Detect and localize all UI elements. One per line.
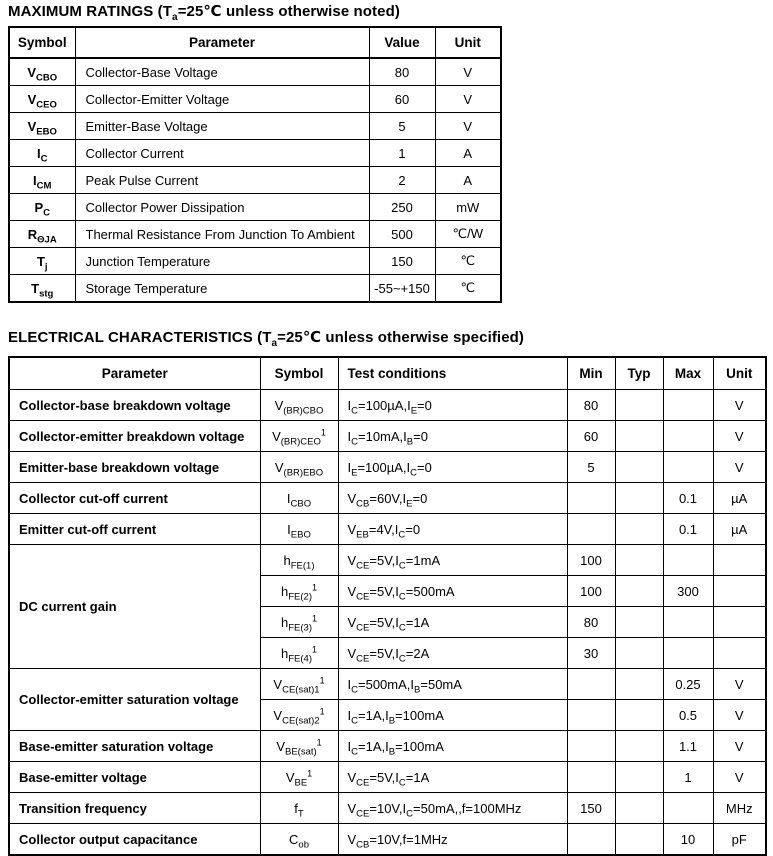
symbol-text: $V_{BE}$ (285, 769, 308, 789)
conditions-cell: $V_{EB}=4V,I_C=0$ (338, 514, 567, 545)
value-cell: 500 (369, 221, 435, 248)
table-row (9, 762, 766, 793)
symbol-cell (260, 793, 338, 824)
unit-cell: ℃/W (435, 221, 501, 248)
parameter-cell: Base-emitter saturation voltage (9, 731, 260, 762)
typ-cell (615, 514, 663, 545)
table-row (9, 194, 501, 221)
value-cell: 2 (369, 167, 435, 194)
symbol-cell: $T_{stg}$ (9, 275, 75, 303)
symbol-cell (260, 421, 338, 452)
typ-cell (615, 793, 663, 824)
table-row (9, 669, 766, 700)
min-cell: 80 (567, 607, 615, 638)
table-row (9, 514, 766, 545)
symbol-text: $f_T$ (294, 800, 304, 820)
typ-cell (615, 731, 663, 762)
unit-cell: pF (713, 824, 766, 856)
min-cell (567, 824, 615, 856)
conditions-cell: $V_{CE}=5V,I_C=2A$ (338, 638, 567, 669)
symbol-cell (260, 514, 338, 545)
max-cell: 1 (663, 762, 713, 793)
value-cell: 1 (369, 140, 435, 167)
table-row (9, 58, 501, 86)
symbol-text: $h_{FE(3)}$ (281, 614, 312, 634)
header-unit: Unit (435, 27, 501, 58)
footnote-marker: 1 (319, 675, 325, 686)
unit-cell: µA (713, 514, 766, 545)
symbol-text: $h_{FE(1)}$ (283, 552, 315, 572)
min-cell: 60 (567, 421, 615, 452)
symbol-text: $V_{CE(sat)2}$ (273, 707, 320, 727)
footnote-marker: 1 (316, 737, 322, 748)
unit-cell: V (713, 390, 766, 421)
header-unit: Unit (713, 357, 766, 390)
max-cell (663, 452, 713, 483)
max-ratings-title: MAXIMUM RATINGS ($T_a=25℃$ unless otherwise noted) (8, 3, 400, 23)
unit-cell: V (713, 762, 766, 793)
unit-cell: ℃ (435, 248, 501, 275)
typ-cell (615, 390, 663, 421)
unit-cell: V (435, 58, 501, 86)
max-cell (663, 421, 713, 452)
header-symbol: Symbol (260, 357, 338, 390)
conditions-cell: $V_{CE}=5V,I_C=1A$ (338, 762, 567, 793)
symbol-text: $I_{EBO}$ (287, 521, 311, 541)
symbol-cell (260, 452, 338, 483)
symbol-text: $V_{(BR)EBO}$ (274, 459, 324, 479)
unit-cell: V (435, 86, 501, 113)
typ-cell (615, 545, 663, 576)
symbol-cell: $V_{CEO}$ (9, 86, 75, 113)
header-symbol: Symbol (9, 27, 75, 58)
min-cell: 30 (567, 638, 615, 669)
symbol-cell (260, 638, 338, 669)
value-cell: 250 (369, 194, 435, 221)
parameter-cell: Base-emitter voltage (9, 762, 260, 793)
value-cell: 80 (369, 58, 435, 86)
symbol-cell (260, 824, 338, 856)
conditions-cell: $V_{CE}=10V,I_C=50mA,,f=100MHz$ (338, 793, 567, 824)
table-row (9, 483, 766, 514)
symbol-text: $C_{ob}$ (289, 831, 309, 851)
min-cell: 150 (567, 793, 615, 824)
max-cell: 10 (663, 824, 713, 856)
max-cell (663, 638, 713, 669)
max-ratings-table (8, 26, 502, 303)
footnote-marker: 1 (307, 768, 313, 779)
unit-cell (713, 638, 766, 669)
unit-cell: A (435, 140, 501, 167)
max-cell (663, 390, 713, 421)
parameter-cell-dc-current-gain: DC current gain (9, 545, 260, 669)
symbol-cell: $I_{CM}$ (9, 167, 75, 194)
parameter-cell: Storage Temperature (75, 275, 369, 303)
header-test-conditions: Test conditions (338, 357, 567, 390)
table-row (9, 452, 766, 483)
table-row (9, 390, 766, 421)
symbol-cell (260, 607, 338, 638)
parameter-cell: Junction Temperature (75, 248, 369, 275)
table-row (9, 731, 766, 762)
parameter-cell: Collector-Emitter Voltage (75, 86, 369, 113)
unit-cell: MHz (713, 793, 766, 824)
table-row (9, 824, 766, 856)
table-row (9, 140, 501, 167)
footnote-marker: 1 (319, 706, 325, 717)
symbol-cell (260, 483, 338, 514)
unit-cell: ℃ (435, 275, 501, 303)
symbol-cell: $V_{EBO}$ (9, 113, 75, 140)
electrical-characteristics-table (8, 356, 767, 856)
header-value: Value (369, 27, 435, 58)
footnote-marker: 1 (311, 582, 317, 593)
symbol-cell (260, 390, 338, 421)
footnote-marker: 1 (320, 427, 326, 438)
parameter-cell: Collector Power Dissipation (75, 194, 369, 221)
unit-cell: µA (713, 483, 766, 514)
unit-cell (713, 545, 766, 576)
parameter-cell: Collector-emitter breakdown voltage (9, 421, 260, 452)
symbol-text: $V_{CE(sat)1}$ (273, 676, 320, 696)
symbol-cell: $I_C$ (9, 140, 75, 167)
table-header-row (9, 27, 501, 58)
table-row (9, 545, 766, 576)
header-typ: Typ (615, 357, 663, 390)
typ-cell (615, 452, 663, 483)
unit-cell: V (713, 700, 766, 731)
conditions-cell: $I_E=100\mu A,I_C=0$ (338, 452, 567, 483)
table-header-row (9, 357, 766, 390)
symbol-text: $V_{BE(sat)}$ (276, 738, 317, 758)
unit-cell (713, 607, 766, 638)
max-cell: 0.1 (663, 483, 713, 514)
max-cell (663, 793, 713, 824)
header-parameter: Parameter (75, 27, 369, 58)
typ-cell (615, 421, 663, 452)
symbol-cell (260, 700, 338, 731)
min-cell (567, 762, 615, 793)
unit-cell: V (713, 731, 766, 762)
table-row (9, 421, 766, 452)
table-row (9, 248, 501, 275)
value-cell: 60 (369, 86, 435, 113)
table-row (9, 275, 501, 303)
min-cell (567, 731, 615, 762)
symbol-text: $h_{FE(2)}$ (281, 583, 312, 603)
conditions-cell: $V_{CB}=60V,I_E=0$ (338, 483, 567, 514)
max-cell (663, 607, 713, 638)
min-cell: 5 (567, 452, 615, 483)
unit-cell: A (435, 167, 501, 194)
value-cell: 5 (369, 113, 435, 140)
conditions-cell: $I_C=1A,I_B=100mA$ (338, 700, 567, 731)
min-cell (567, 514, 615, 545)
symbol-text: $V_{(BR)CBO}$ (274, 397, 324, 417)
min-cell: 100 (567, 576, 615, 607)
conditions-cell: $I_C=100\mu A,I_E=0$ (338, 390, 567, 421)
symbol-cell (260, 545, 338, 576)
typ-cell (615, 762, 663, 793)
table-row (9, 167, 501, 194)
parameter-cell: Collector output capacitance (9, 824, 260, 856)
unit-cell: V (713, 421, 766, 452)
parameter-cell: Collector-base breakdown voltage (9, 390, 260, 421)
min-cell (567, 669, 615, 700)
unit-cell: V (713, 669, 766, 700)
typ-cell (615, 483, 663, 514)
table-row (9, 793, 766, 824)
typ-cell (615, 638, 663, 669)
typ-cell (615, 824, 663, 856)
typ-cell (615, 669, 663, 700)
symbol-text: $I_{CBO}$ (286, 490, 312, 510)
value-cell: 150 (369, 248, 435, 275)
conditions-cell: $I_C=10mA,I_B=0$ (338, 421, 567, 452)
symbol-cell (260, 576, 338, 607)
min-cell: 80 (567, 390, 615, 421)
table-row (9, 113, 501, 140)
parameter-cell-ce-saturation: Collector-emitter saturation voltage (9, 669, 260, 731)
footnote-marker: 1 (311, 613, 317, 624)
header-max: Max (663, 357, 713, 390)
parameter-cell: Emitter-base breakdown voltage (9, 452, 260, 483)
symbol-cell: $V_{CBO}$ (9, 58, 75, 86)
symbol-cell (260, 731, 338, 762)
max-cell (663, 545, 713, 576)
value-cell: -55~+150 (369, 275, 435, 303)
typ-cell (615, 576, 663, 607)
symbol-cell: $P_C$ (9, 194, 75, 221)
conditions-cell: $I_C=500mA,I_B=50mA$ (338, 669, 567, 700)
symbol-cell (260, 669, 338, 700)
unit-cell: V (435, 113, 501, 140)
min-cell (567, 483, 615, 514)
conditions-cell: $I_C=1A,I_B=100mA$ (338, 731, 567, 762)
electrical-characteristics-title: ELECTRICAL CHARACTERISTICS ($T_a=25℃$ unless otherwise specified) (8, 329, 524, 349)
max-cell: 0.1 (663, 514, 713, 545)
max-cell: 300 (663, 576, 713, 607)
max-cell: 1.1 (663, 731, 713, 762)
typ-cell (615, 700, 663, 731)
min-cell (567, 700, 615, 731)
symbol-text: $V_{(BR)CEO}$ (272, 428, 321, 448)
parameter-cell: Collector-Base Voltage (75, 58, 369, 86)
parameter-cell: Peak Pulse Current (75, 167, 369, 194)
conditions-cell: $V_{CE}=5V,I_C=500mA$ (338, 576, 567, 607)
max-cell: 0.25 (663, 669, 713, 700)
parameter-cell: Collector cut-off current (9, 483, 260, 514)
parameter-cell: Emitter cut-off current (9, 514, 260, 545)
max-cell: 0.5 (663, 700, 713, 731)
symbol-cell: $R_{\Theta JA}$ (9, 221, 75, 248)
unit-cell (713, 576, 766, 607)
footnote-marker: 1 (311, 644, 317, 655)
conditions-cell: $V_{CE}=5V,I_C=1A$ (338, 607, 567, 638)
header-parameter: Parameter (9, 357, 260, 390)
min-cell: 100 (567, 545, 615, 576)
header-min: Min (567, 357, 615, 390)
table-row (9, 86, 501, 113)
parameter-cell: Thermal Resistance From Junction To Ambient (75, 221, 369, 248)
symbol-cell: $T_j$ (9, 248, 75, 275)
conditions-cell: $V_{CE}=5V,I_C=1mA$ (338, 545, 567, 576)
typ-cell (615, 607, 663, 638)
table-row (9, 221, 501, 248)
parameter-cell: Emitter-Base Voltage (75, 113, 369, 140)
parameter-cell: Transition frequency (9, 793, 260, 824)
conditions-cell: $V_{CB}=10V,f=1MHz$ (338, 824, 567, 856)
unit-cell: V (713, 452, 766, 483)
symbol-text: $h_{FE(4)}$ (281, 645, 312, 665)
symbol-cell (260, 762, 338, 793)
parameter-cell: Collector Current (75, 140, 369, 167)
unit-cell: mW (435, 194, 501, 221)
